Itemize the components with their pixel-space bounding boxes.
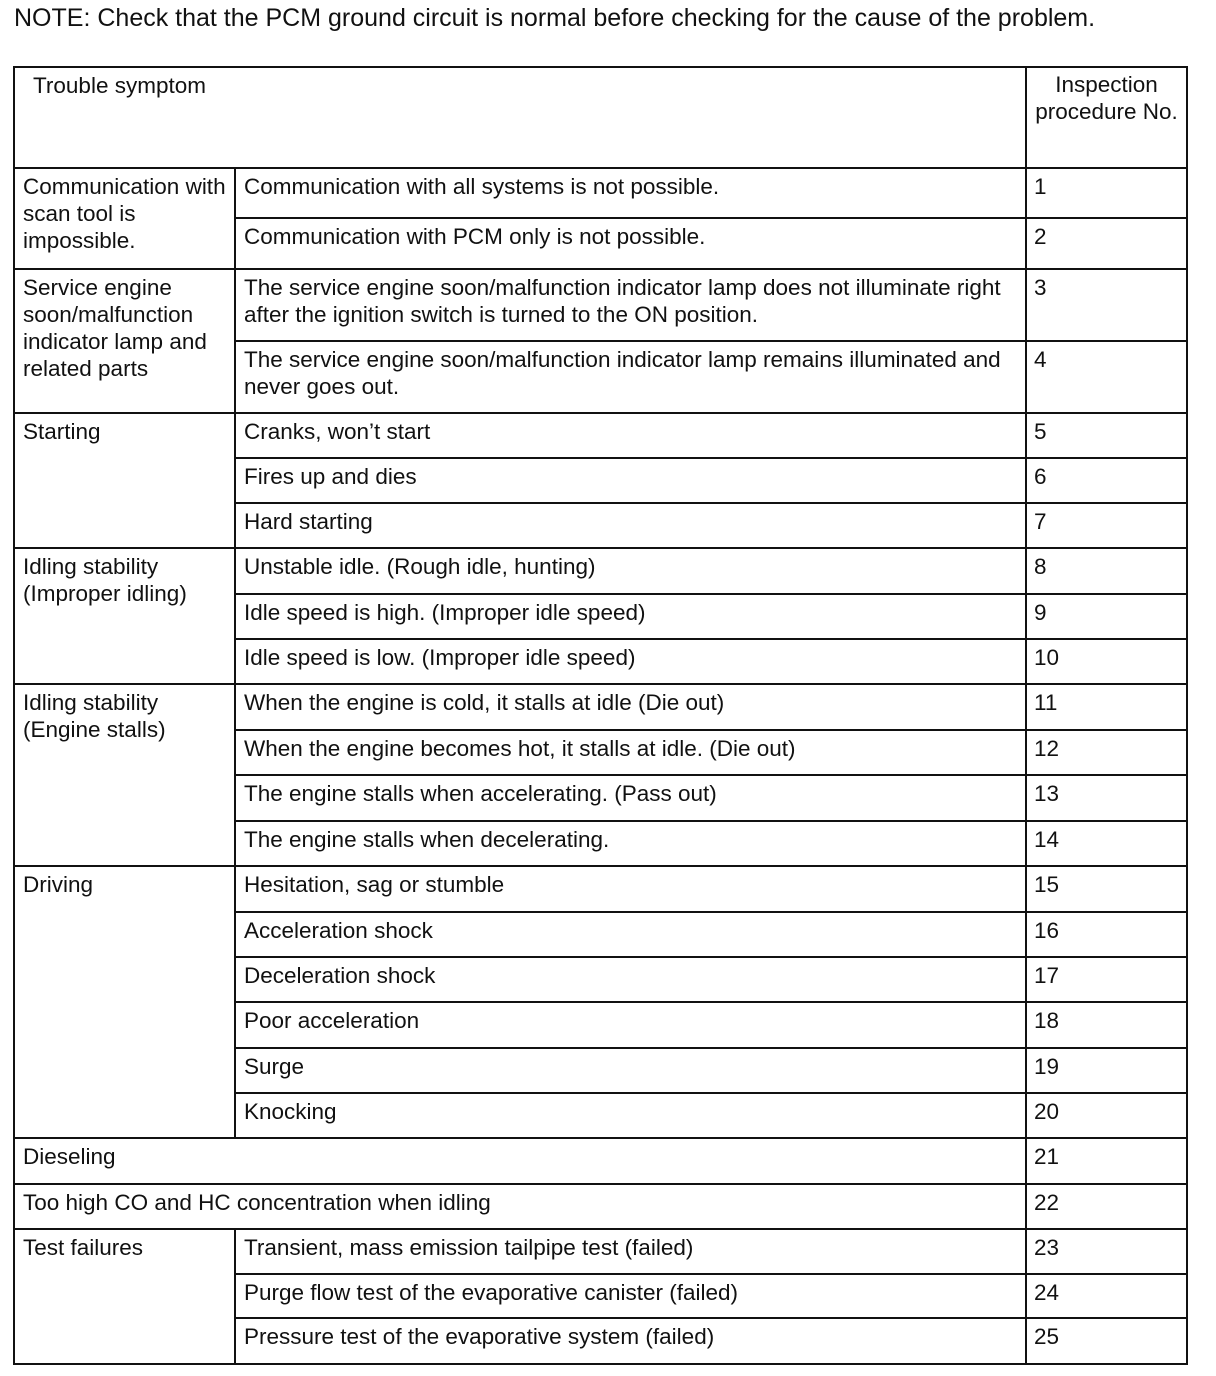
procedure-number-cell: 25 [1026, 1318, 1187, 1364]
symptom-cell: Pressure test of the evaporative system (failed) [235, 1318, 1026, 1364]
table-row [14, 1229, 1187, 1274]
note-text: Check that the PCM ground circuit is normal before checking for the cause of the problem. [97, 4, 1096, 32]
procedure-number-cell: 18 [1026, 1002, 1187, 1048]
table-row [14, 548, 1187, 594]
procedure-number-cell: 8 [1026, 548, 1187, 594]
note-paragraph [14, 6, 1184, 31]
symptom-cell: When the engine becomes hot, it stalls at idle. (Die out) [235, 730, 1026, 775]
header-trouble-symptom: Trouble symptom [14, 67, 1026, 168]
symptom-cell: Purge flow test of the evaporative canister (failed) [235, 1274, 1026, 1318]
procedure-number-cell: 17 [1026, 957, 1187, 1002]
table-body [14, 67, 1187, 1364]
table-row [14, 866, 1187, 912]
procedure-number-cell: 16 [1026, 912, 1187, 957]
table-row [14, 168, 1187, 218]
symptom-cell: Hesitation, sag or stumble [235, 866, 1026, 912]
procedure-number-cell: 10 [1026, 639, 1187, 684]
header-inspection-procedure: Inspection procedure No. [1026, 67, 1187, 168]
symptom-cell: Acceleration shock [235, 912, 1026, 957]
symptom-cell: Communication with all systems is not possible. [235, 168, 1026, 218]
category-cell-communication-with-scan-tool-is-impossible: Communication with scan tool is impossible. [14, 168, 235, 269]
table-header-row [14, 67, 1187, 168]
procedure-number-cell: 7 [1026, 503, 1187, 548]
procedure-number-cell: 19 [1026, 1048, 1187, 1093]
category-cell-idling-stability-engine-stalls: Idling stability (Engine stalls) [14, 684, 235, 866]
symptom-cell: When the engine is cold, it stalls at idle (Die out) [235, 684, 1026, 730]
note-label: NOTE: [14, 4, 91, 32]
symptom-cell: Hard starting [235, 503, 1026, 548]
procedure-number-cell: 20 [1026, 1093, 1187, 1138]
category-cell-too-high-co-and-hc-concentration-when-idling: Too high CO and HC concentration when idling [14, 1184, 1026, 1229]
symptom-cell: Idle speed is high. (Improper idle speed) [235, 594, 1026, 639]
symptom-cell: Knocking [235, 1093, 1026, 1138]
trouble-symptom-table [13, 66, 1188, 1365]
table-row [14, 1184, 1187, 1229]
symptom-cell: Deceleration shock [235, 957, 1026, 1002]
symptom-cell: The engine stalls when decelerating. [235, 821, 1026, 866]
table-row [14, 413, 1187, 458]
procedure-number-cell: 24 [1026, 1274, 1187, 1318]
procedure-number-cell: 2 [1026, 218, 1187, 269]
symptom-cell: Unstable idle. (Rough idle, hunting) [235, 548, 1026, 594]
table-row [14, 1138, 1187, 1184]
procedure-number-cell: 12 [1026, 730, 1187, 775]
procedure-number-cell: 22 [1026, 1184, 1187, 1229]
category-cell-test-failures: Test failures [14, 1229, 235, 1364]
procedure-number-cell: 13 [1026, 775, 1187, 821]
category-cell-driving: Driving [14, 866, 235, 1138]
table-row [14, 269, 1187, 341]
procedure-number-cell: 14 [1026, 821, 1187, 866]
symptom-cell: Transient, mass emission tailpipe test (failed) [235, 1229, 1026, 1274]
table-row [14, 684, 1187, 730]
symptom-cell: Surge [235, 1048, 1026, 1093]
procedure-number-cell: 23 [1026, 1229, 1187, 1274]
category-cell-service-engine-soon-malfunction-indicator-lamp-and-related-parts: Service engine soon/malfunction indicator lamp and related parts [14, 269, 235, 413]
procedure-number-cell: 9 [1026, 594, 1187, 639]
symptom-cell: Poor acceleration [235, 1002, 1026, 1048]
procedure-number-cell: 1 [1026, 168, 1187, 218]
procedure-number-cell: 4 [1026, 341, 1187, 413]
procedure-number-cell: 11 [1026, 684, 1187, 730]
procedure-number-cell: 15 [1026, 866, 1187, 912]
procedure-number-cell: 21 [1026, 1138, 1187, 1184]
procedure-number-cell: 5 [1026, 413, 1187, 458]
category-cell-starting: Starting [14, 413, 235, 548]
symptom-cell: The service engine soon/malfunction indicator lamp does not illuminate right after the ignition switch is turned to the ON position. [235, 269, 1026, 341]
procedure-number-cell: 3 [1026, 269, 1187, 341]
symptom-cell: Cranks, won’t start [235, 413, 1026, 458]
symptom-cell: The engine stalls when accelerating. (Pass out) [235, 775, 1026, 821]
symptom-cell: Fires up and dies [235, 458, 1026, 503]
symptom-cell: Communication with PCM only is not possible. [235, 218, 1026, 269]
category-cell-idling-stability-improper-idling: Idling stability (Improper idling) [14, 548, 235, 684]
procedure-number-cell: 6 [1026, 458, 1187, 503]
symptom-cell: Idle speed is low. (Improper idle speed) [235, 639, 1026, 684]
category-cell-dieseling: Dieseling [14, 1138, 1026, 1184]
symptom-cell: The service engine soon/malfunction indicator lamp remains illuminated and never goes out. [235, 341, 1026, 413]
